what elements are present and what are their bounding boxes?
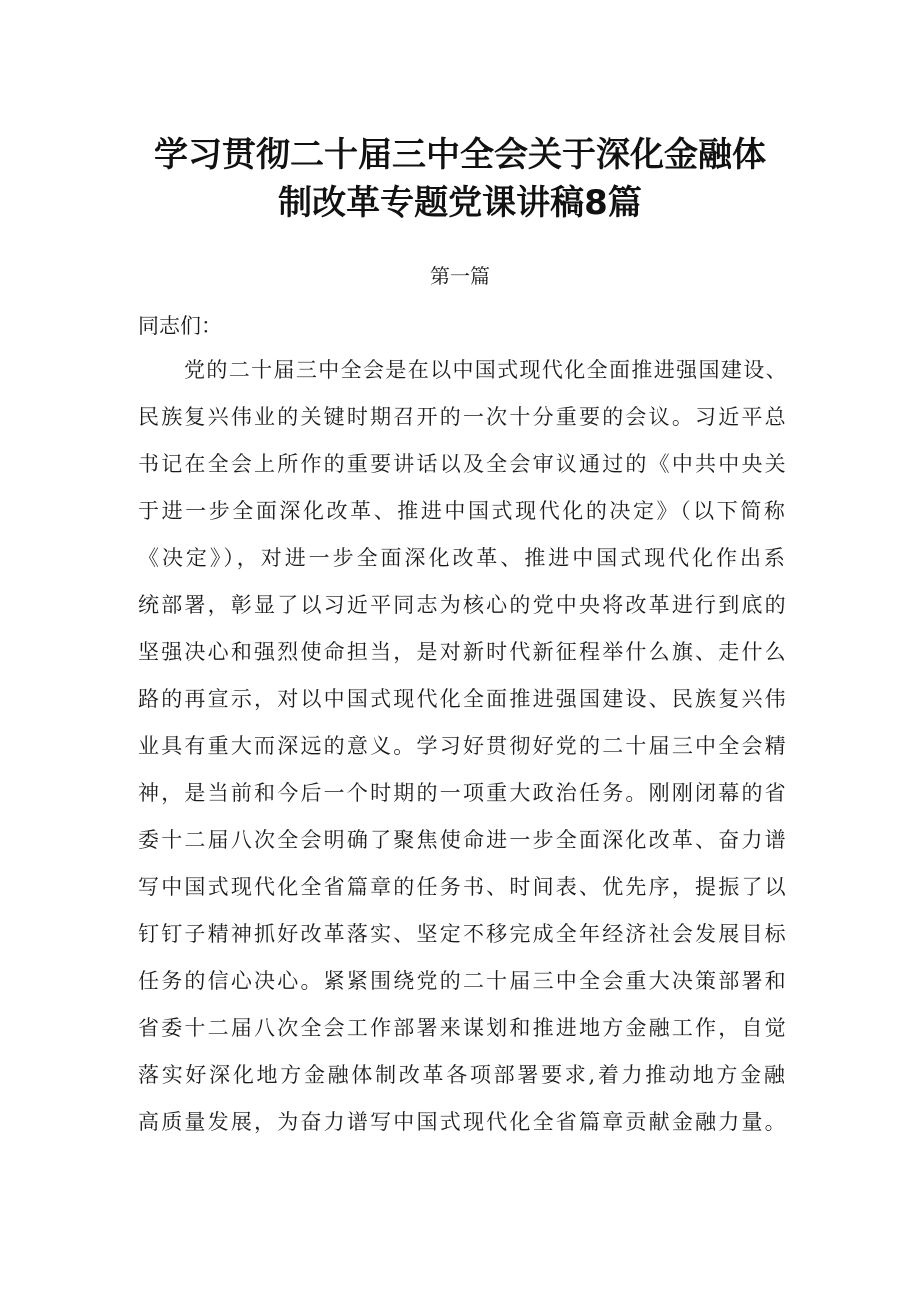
paragraph-line: 坚强决心和强烈使命担当，是对新时代新征程举什么旗、走什么 — [138, 640, 788, 664]
title-line-2: 制改革专题党课讲稿8篇 — [278, 182, 642, 223]
paragraph-line: 于进一步全面深化改革、推进中国式现代化的决定》（以下简称 — [138, 499, 788, 523]
title-line-1: 学习贯彻二十届三中全会关于深化金融体 — [154, 134, 766, 175]
paragraph-line: 落实好深化地方金融体制改革各项部署要求,着力推动地方金融 — [138, 1063, 788, 1087]
paragraph-line: 业具有重大而深远的意义。学习好贯彻好党的二十届三中全会精 — [138, 734, 788, 758]
paragraph-line: 路的再宣示，对以中国式现代化全面推进强国建设、民族复兴伟 — [138, 687, 788, 711]
paragraph-line: 书记在全会上所作的重要讲话以及全会审议通过的《中共中央关 — [138, 452, 788, 476]
paragraph-line: 《决定》），对进一步全面深化改革、推进中国式现代化作出系 — [138, 546, 788, 570]
paragraph-line: 统部署，彰显了以习近平同志为核心的党中央将改革进行到底的 — [138, 593, 788, 617]
salutation: 同志们： — [138, 314, 222, 338]
paragraph-line: 委十二届八次全会明确了聚焦使命进一步全面深化改革、奋力谱 — [138, 828, 788, 852]
paragraph-line: 神，是当前和今后一个时期的一项重大政治任务。刚刚闭幕的省 — [138, 781, 788, 805]
document-title — [0, 131, 920, 227]
paragraph-line: 民族复兴伟业的关键时期召开的一次十分重要的会议。习近平总 — [138, 405, 788, 429]
paragraph-line: 党的二十届三中全会是在以中国式现代化全面推进强国建设、 — [184, 358, 788, 382]
paragraph-line: 省委十二届八次全会工作部署来谋划和推进地方金融工作，自觉 — [138, 1016, 788, 1040]
paragraph-line: 高质量发展，为奋力谱写中国式现代化全省篇章贡献金融力量。 — [138, 1110, 788, 1134]
section-heading: 第一篇 — [430, 264, 490, 288]
paragraph-line: 任务的信心决心。紧紧围绕党的二十届三中全会重大决策部署和 — [138, 969, 788, 993]
paragraph-line: 钉钉子精神抓好改革落实、坚定不移完成全年经济社会发展目标 — [138, 922, 788, 946]
paragraph-line: 写中国式现代化全省篇章的任务书、时间表、优先序，提振了以 — [138, 875, 788, 899]
